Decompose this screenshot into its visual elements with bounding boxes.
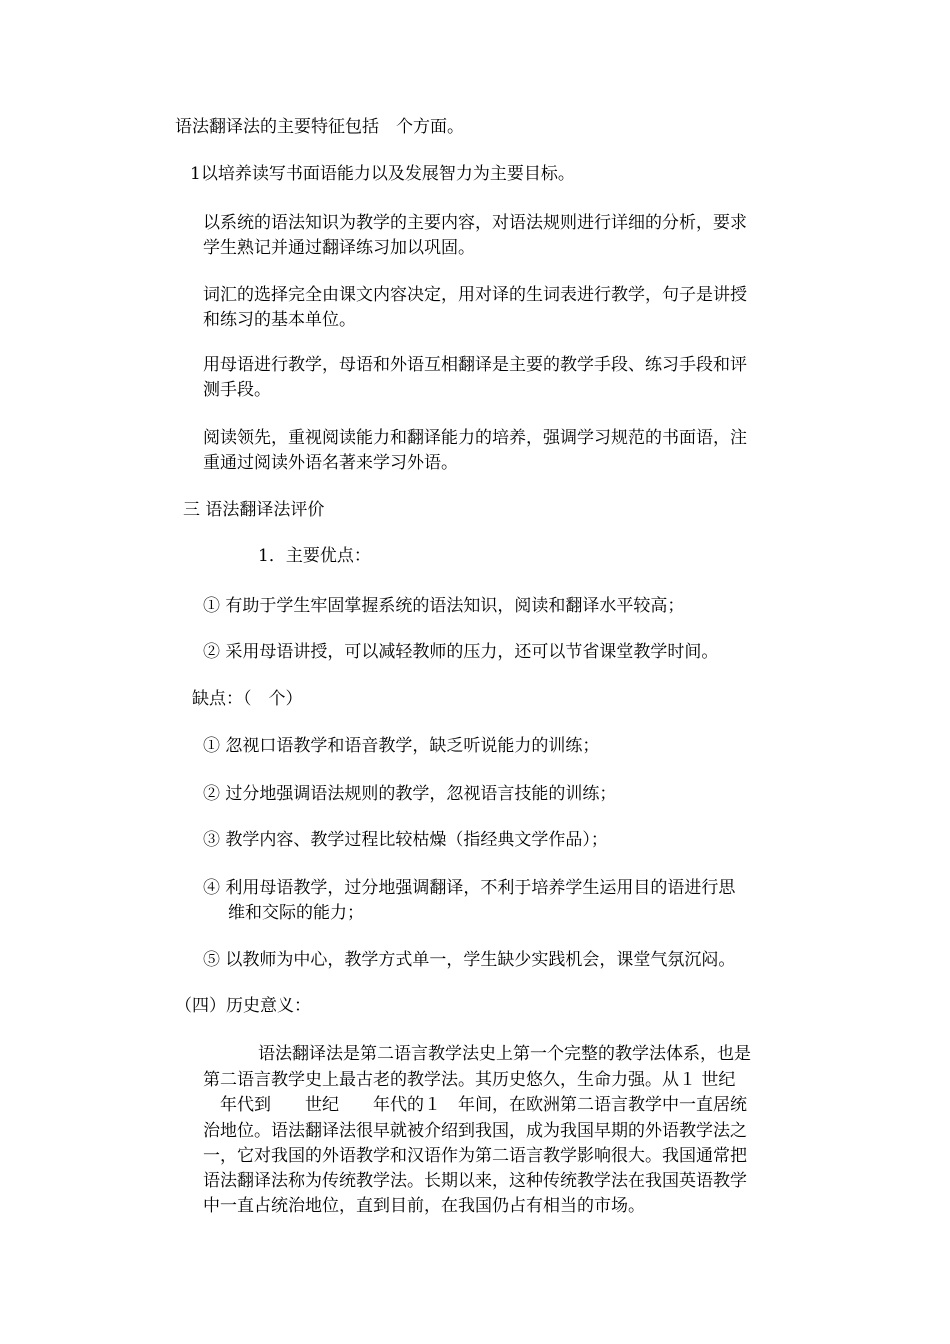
section-3-heading: 三 语法翻译法评价 xyxy=(183,500,325,520)
con-item-4-line-2: 维和交际的能力； xyxy=(228,903,364,923)
pro-item-2: ② 采用母语讲授，可以减轻教师的压力，还可以节省课堂教学时间。 xyxy=(203,642,719,662)
history-line-4: 治地位。语法翻译法很早就被介绍到我国，成为我国早期的外语教学法之 xyxy=(203,1121,747,1141)
con-item-3: ③ 教学内容、教学过程比较枯燥（指经典文学作品）； xyxy=(203,830,608,850)
history-line-7: 中一直占统治地位，直到目前，在我国仍占有相当的市场。 xyxy=(203,1196,645,1216)
feature-3-line-1: 词汇的选择完全由课文内容决定，用对译的生词表进行教学，句子是讲授 xyxy=(203,285,747,305)
feature-1: 1以培养读写书面语能力以及发展智力为主要目标。 xyxy=(190,164,575,184)
feature-5-line-2: 重通过阅读外语名著来学习外语。 xyxy=(203,453,458,473)
cons-heading: 缺点：（ 个） xyxy=(192,689,303,709)
feature-3-line-2: 和练习的基本单位。 xyxy=(203,310,356,330)
section-4-heading: （四）历史意义： xyxy=(175,996,311,1016)
con-item-2: ② 过分地强调语法规则的教学，忽视语言技能的训练； xyxy=(203,784,617,804)
history-line-6: 语法翻译法称为传统教学法。长期以来，这种传统教学法在我国英语教学 xyxy=(203,1171,747,1191)
intro-line: 语法翻译法的主要特征包括 个方面。 xyxy=(175,117,464,137)
con-item-1: ① 忽视口语教学和语音教学，缺乏听说能力的训练； xyxy=(203,736,600,756)
feature-2-line-2: 学生熟记并通过翻译练习加以巩固。 xyxy=(203,238,475,258)
history-line-3: 年代到 世纪 年代的１ 年间，在欧洲第二语言教学中一直居统 xyxy=(220,1095,747,1115)
con-item-5: ⑤ 以教师为中心，教学方式单一，学生缺少实践机会，课堂气氛沉闷。 xyxy=(203,950,736,970)
history-line-1: 语法翻译法是第二语言教学法史上第一个完整的教学法体系，也是 xyxy=(258,1044,751,1064)
pro-item-1: ① 有助于学生牢固掌握系统的语法知识，阅读和翻译水平较高； xyxy=(203,596,685,616)
feature-4-line-2: 测手段。 xyxy=(203,380,271,400)
feature-4-line-1: 用母语进行教学，母语和外语互相翻译是主要的教学手段、练习手段和评 xyxy=(203,355,747,375)
history-line-5: 一，它对我国的外语教学和汉语作为第二语言教学影响很大。我国通常把 xyxy=(203,1146,747,1166)
history-line-2: 第二语言教学史上最古老的教学法。其历史悠久，生命力强。从１ 世纪 xyxy=(203,1070,736,1090)
feature-2-line-1: 以系统的语法知识为教学的主要内容，对语法规则进行详细的分析，要求 xyxy=(203,213,747,233)
pros-heading: 1．主要优点： xyxy=(258,546,371,566)
con-item-4-line-1: ④ 利用母语教学，过分地强调翻译，不利于培养学生运用目的语进行思 xyxy=(203,878,736,898)
feature-5-line-1: 阅读领先，重视阅读能力和翻译能力的培养，强调学习规范的书面语，注 xyxy=(203,428,747,448)
